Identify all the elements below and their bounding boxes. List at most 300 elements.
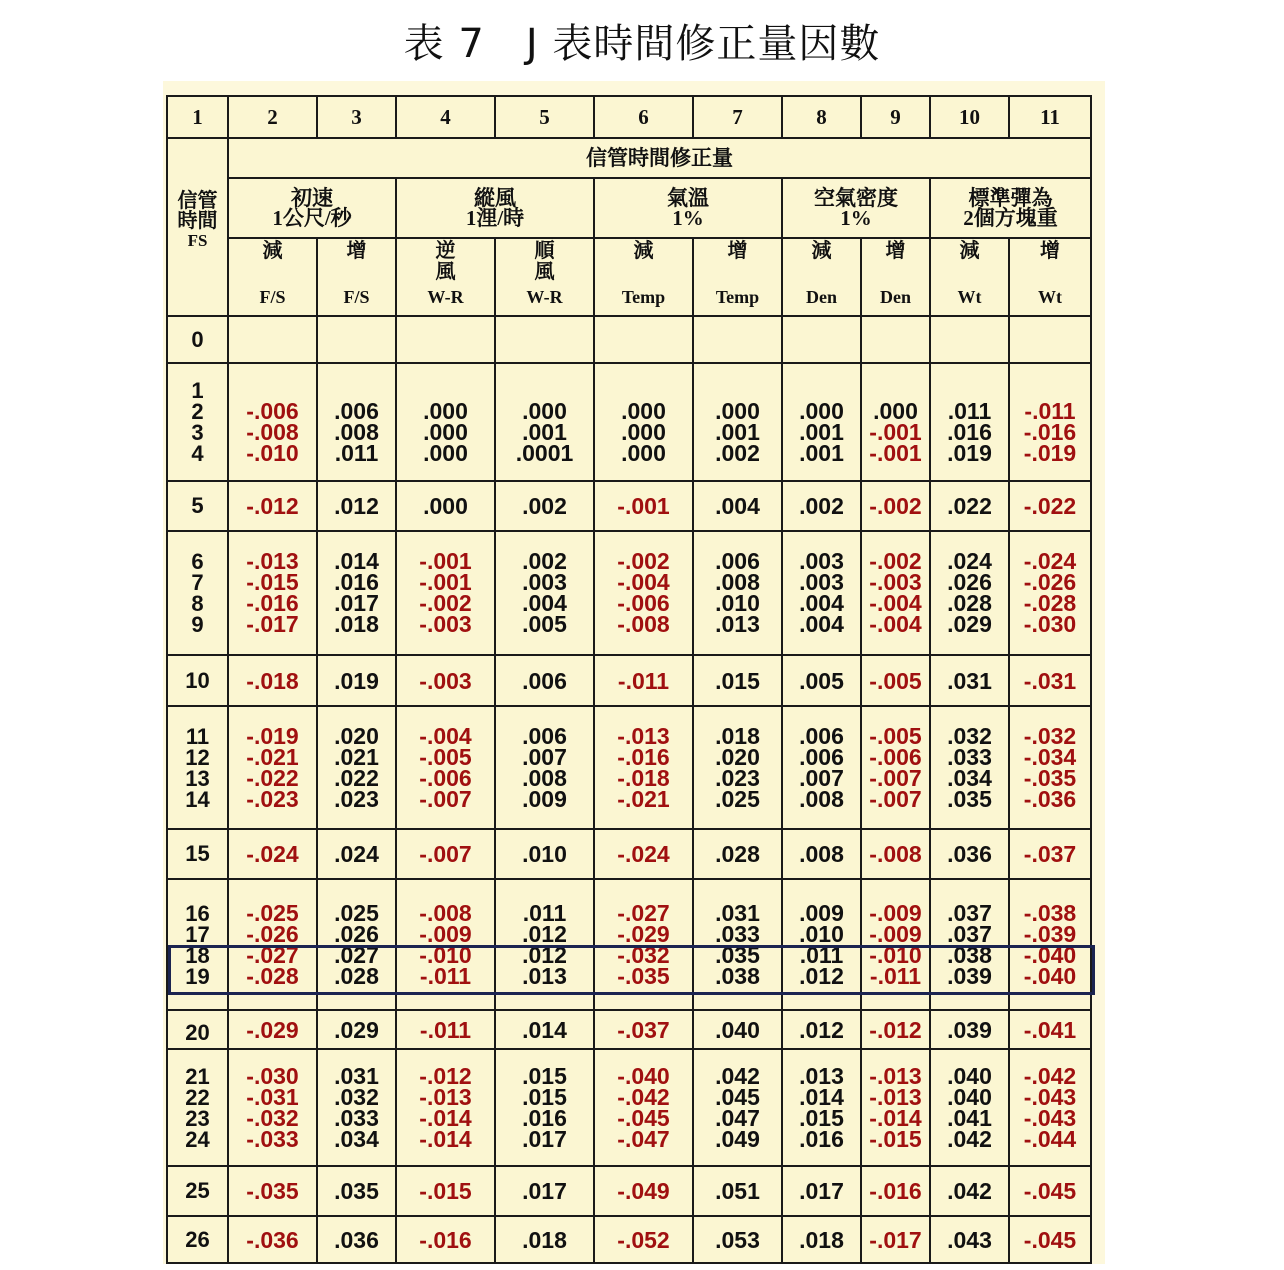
value: -.002 bbox=[617, 548, 670, 574]
value-stack bbox=[318, 899, 395, 989]
fuze-time-value: 18 bbox=[185, 942, 210, 968]
value: -.008 bbox=[869, 841, 922, 867]
value: -.015 bbox=[869, 1125, 922, 1152]
group-unit: 1公尺/秒 bbox=[272, 206, 352, 230]
value: -.026 bbox=[1023, 569, 1077, 595]
value-stack bbox=[694, 548, 781, 637]
fuze-time-cell bbox=[167, 1166, 228, 1216]
value: .005 bbox=[522, 611, 567, 637]
value-stack bbox=[595, 669, 692, 693]
value-cell bbox=[930, 531, 1009, 655]
value-stack bbox=[783, 1228, 860, 1252]
value: -.010 bbox=[419, 941, 472, 968]
value-stack bbox=[931, 548, 1008, 637]
value: .027 bbox=[334, 941, 379, 968]
value-cell bbox=[317, 1010, 396, 1049]
value: .000 bbox=[423, 419, 468, 445]
value-cell bbox=[861, 531, 930, 655]
table-row bbox=[167, 531, 1091, 655]
value-cell bbox=[228, 829, 317, 879]
group-label: 氣溫 bbox=[667, 186, 709, 210]
value-cell bbox=[861, 655, 930, 706]
value: .008 bbox=[522, 764, 567, 791]
value: -.001 bbox=[617, 493, 670, 519]
subcolumn-header bbox=[317, 238, 396, 316]
value-cell bbox=[396, 1216, 495, 1263]
value-stack bbox=[694, 1228, 781, 1252]
value: -.040 bbox=[1023, 941, 1077, 968]
value: .024 bbox=[947, 548, 992, 574]
value-stack bbox=[318, 1228, 395, 1252]
value-cell bbox=[693, 1010, 782, 1049]
value: -.003 bbox=[869, 569, 922, 595]
value-cell bbox=[861, 1010, 930, 1049]
document-title: 表 7 J 表時間修正量因數 bbox=[403, 21, 881, 67]
value: -.011 bbox=[419, 962, 472, 989]
value: -.029 bbox=[246, 1016, 299, 1043]
value-stack bbox=[931, 669, 1008, 693]
value: -.013 bbox=[419, 1083, 472, 1110]
value-stack bbox=[783, 842, 860, 866]
subcolumn-header bbox=[396, 238, 495, 316]
value-stack bbox=[229, 669, 316, 693]
subcolumn-code: Den bbox=[806, 287, 837, 307]
value: -.045 bbox=[1023, 1178, 1077, 1204]
fuze-time-cell bbox=[167, 531, 228, 655]
header-row-title bbox=[167, 138, 1091, 178]
value: .000 bbox=[522, 398, 567, 424]
value: -.004 bbox=[869, 611, 922, 637]
value: .042 bbox=[947, 1178, 992, 1204]
value-cell bbox=[317, 481, 396, 531]
value: .017 bbox=[334, 590, 379, 616]
value: -.025 bbox=[246, 899, 299, 926]
fuze-time-cell bbox=[167, 706, 228, 829]
value: .013 bbox=[715, 611, 760, 637]
value: -.035 bbox=[617, 962, 670, 989]
value-stack bbox=[931, 899, 1008, 989]
value-cell bbox=[693, 829, 782, 879]
value-stack bbox=[229, 1179, 316, 1203]
value: .016 bbox=[334, 569, 379, 595]
subcolumn-code: F/S bbox=[343, 287, 370, 307]
value-stack bbox=[862, 669, 929, 693]
value: -.008 bbox=[419, 899, 472, 926]
value-cell bbox=[782, 1166, 861, 1216]
value: -.007 bbox=[419, 785, 472, 812]
subcolumn-header bbox=[495, 238, 594, 316]
value: .049 bbox=[715, 1125, 760, 1152]
value-cell bbox=[693, 1166, 782, 1216]
correction-title: 信管時間修正量 bbox=[228, 138, 1091, 178]
value: .006 bbox=[799, 743, 844, 770]
value: .007 bbox=[522, 743, 567, 770]
fuze-time-value: 9 bbox=[191, 612, 204, 637]
table-row bbox=[167, 655, 1091, 706]
value-stack bbox=[595, 1018, 692, 1042]
table-row bbox=[167, 1216, 1091, 1263]
subcolumn-char: 風 bbox=[435, 261, 456, 283]
value: .037 bbox=[947, 920, 992, 947]
value: .047 bbox=[715, 1104, 760, 1131]
value-cell bbox=[396, 829, 495, 879]
value-cell bbox=[1009, 706, 1091, 829]
value-cell bbox=[1009, 829, 1091, 879]
value-cell bbox=[495, 1166, 594, 1216]
value: -.018 bbox=[617, 764, 670, 791]
value: -.022 bbox=[246, 764, 299, 791]
value: -.017 bbox=[246, 611, 299, 637]
value-stack bbox=[229, 842, 316, 866]
value: .033 bbox=[715, 920, 760, 947]
value-cell bbox=[396, 1166, 495, 1216]
value: -.016 bbox=[246, 590, 299, 616]
value: .026 bbox=[947, 569, 992, 595]
value-stack bbox=[1010, 548, 1090, 637]
value: .006 bbox=[522, 667, 567, 694]
table-row bbox=[167, 879, 1091, 1010]
value-stack bbox=[595, 1179, 692, 1203]
value: .039 bbox=[947, 962, 992, 989]
value-cell bbox=[861, 1166, 930, 1216]
value: .028 bbox=[334, 962, 379, 989]
value: .015 bbox=[522, 1083, 567, 1110]
value: .000 bbox=[621, 419, 666, 445]
value-cell bbox=[693, 531, 782, 655]
value: .000 bbox=[423, 493, 468, 519]
group-header bbox=[930, 178, 1091, 238]
value-cell bbox=[930, 879, 1009, 1010]
value-cell bbox=[782, 706, 861, 829]
value: .018 bbox=[715, 722, 760, 749]
subcolumn-code: Den bbox=[880, 287, 911, 307]
value: -.028 bbox=[1023, 590, 1077, 616]
value-stack bbox=[496, 842, 593, 866]
value: .022 bbox=[334, 764, 379, 791]
value-stack bbox=[397, 842, 494, 866]
value-cell bbox=[861, 879, 930, 1010]
subcolumn-char: 減 bbox=[811, 240, 832, 262]
value-stack bbox=[496, 494, 593, 518]
value: .006 bbox=[799, 722, 844, 749]
value: -.016 bbox=[617, 743, 670, 770]
value-stack bbox=[862, 899, 929, 989]
value: .021 bbox=[334, 743, 379, 770]
value-stack bbox=[694, 722, 781, 812]
value-stack bbox=[595, 380, 692, 464]
value: .013 bbox=[522, 962, 567, 989]
value: -.002 bbox=[869, 493, 922, 519]
subcolumn-char: 增 bbox=[885, 240, 906, 262]
value: -.009 bbox=[869, 920, 922, 947]
value-cell bbox=[782, 879, 861, 1010]
value-cell bbox=[930, 1216, 1009, 1263]
value: .034 bbox=[947, 764, 992, 791]
value-cell bbox=[693, 655, 782, 706]
value: .023 bbox=[715, 764, 760, 791]
value: -.021 bbox=[617, 785, 670, 812]
subcolumn-code: Wt bbox=[1038, 287, 1062, 307]
value: -.005 bbox=[869, 722, 922, 749]
value-stack bbox=[318, 669, 395, 693]
value-cell bbox=[228, 1166, 317, 1216]
header-row-groups bbox=[167, 178, 1091, 238]
value-stack bbox=[397, 1228, 494, 1252]
value-cell bbox=[228, 655, 317, 706]
value: -.049 bbox=[617, 1178, 670, 1204]
value: .016 bbox=[799, 1125, 844, 1152]
fuze-time-cell bbox=[167, 481, 228, 531]
column-number: 9 bbox=[861, 96, 930, 138]
value-stack bbox=[229, 899, 316, 989]
value-cell bbox=[930, 829, 1009, 879]
group-header bbox=[396, 178, 594, 238]
value-stack bbox=[783, 494, 860, 518]
value: -.007 bbox=[419, 841, 472, 867]
fuze-time-cell bbox=[167, 655, 228, 706]
subcolumn-code: Wt bbox=[957, 287, 982, 307]
value-stack bbox=[595, 842, 692, 866]
value-stack bbox=[783, 548, 860, 637]
value-cell bbox=[228, 1216, 317, 1263]
table-row bbox=[167, 829, 1091, 879]
value-cell bbox=[594, 1166, 693, 1216]
value-stack bbox=[783, 722, 860, 812]
value-cell bbox=[782, 1010, 861, 1049]
value-stack bbox=[496, 380, 593, 464]
value: .042 bbox=[947, 1125, 992, 1152]
value-stack bbox=[862, 1018, 929, 1042]
value: .001 bbox=[799, 419, 844, 445]
value-cell bbox=[495, 363, 594, 481]
value: .014 bbox=[334, 548, 379, 574]
value: -.008 bbox=[246, 419, 299, 445]
value-cell bbox=[495, 1010, 594, 1049]
value-stack bbox=[397, 548, 494, 637]
value: .038 bbox=[715, 962, 760, 989]
fuze-time-cell bbox=[167, 1010, 228, 1049]
value-stack bbox=[229, 1062, 316, 1152]
value: -.001 bbox=[419, 548, 472, 574]
value-stack bbox=[1010, 722, 1090, 812]
value: .002 bbox=[522, 493, 567, 519]
value: .042 bbox=[715, 1062, 760, 1089]
value-cell bbox=[317, 655, 396, 706]
value: .015 bbox=[799, 1104, 844, 1131]
value: .006 bbox=[522, 722, 567, 749]
value: -.013 bbox=[246, 548, 299, 574]
value-stack bbox=[496, 1062, 593, 1152]
value-stack bbox=[862, 494, 929, 518]
value-stack bbox=[1010, 1062, 1090, 1152]
value: -.032 bbox=[1023, 722, 1077, 749]
value: -.012 bbox=[246, 493, 299, 519]
group-header bbox=[782, 178, 930, 238]
value: .025 bbox=[715, 785, 760, 812]
value-stack bbox=[1010, 669, 1090, 693]
value: -.005 bbox=[869, 667, 922, 694]
subcolumn-char: 減 bbox=[262, 240, 283, 262]
value-stack bbox=[931, 722, 1008, 812]
value-cell bbox=[317, 1216, 396, 1263]
value: -.028 bbox=[246, 962, 299, 989]
subcolumn-char: 風 bbox=[534, 261, 555, 283]
value-cell bbox=[594, 1049, 693, 1166]
subcolumn-header bbox=[930, 238, 1009, 316]
value-stack bbox=[229, 548, 316, 637]
value: -.035 bbox=[246, 1178, 299, 1204]
value: -.032 bbox=[246, 1104, 299, 1131]
value: .031 bbox=[334, 1062, 379, 1089]
value-cell bbox=[594, 706, 693, 829]
value-stack bbox=[931, 1062, 1008, 1152]
value-cell bbox=[930, 1010, 1009, 1049]
value: .015 bbox=[715, 667, 760, 694]
value-cell bbox=[317, 829, 396, 879]
column-number: 6 bbox=[594, 96, 693, 138]
value: -.021 bbox=[246, 743, 299, 770]
subcolumn-char: 增 bbox=[1040, 240, 1060, 262]
fuze-time-value: 15 bbox=[185, 841, 210, 866]
value-stack bbox=[783, 380, 860, 464]
value-cell bbox=[1009, 316, 1091, 363]
value: -.052 bbox=[617, 1226, 670, 1253]
column-number: 3 bbox=[317, 96, 396, 138]
value: .003 bbox=[799, 548, 844, 574]
value: .037 bbox=[947, 899, 992, 926]
value-stack bbox=[397, 669, 494, 693]
value-stack bbox=[229, 722, 316, 812]
value: .001 bbox=[522, 419, 567, 445]
value-cell bbox=[495, 531, 594, 655]
value-cell bbox=[495, 1216, 594, 1263]
fuze-time-value: 3 bbox=[191, 420, 204, 445]
value: .0001 bbox=[515, 440, 574, 466]
value: .043 bbox=[947, 1226, 992, 1253]
table-row bbox=[167, 706, 1091, 829]
value-stack bbox=[1010, 494, 1090, 518]
fuze-time-cell bbox=[167, 829, 228, 879]
value: .012 bbox=[522, 941, 567, 968]
value-stack bbox=[595, 1228, 692, 1252]
fuze-time-value: 17 bbox=[185, 921, 210, 947]
value-stack bbox=[496, 899, 593, 989]
value: .009 bbox=[522, 785, 567, 812]
value-cell bbox=[594, 1216, 693, 1263]
value-cell bbox=[594, 481, 693, 531]
value-cell bbox=[782, 829, 861, 879]
value-cell bbox=[861, 829, 930, 879]
value: .006 bbox=[334, 398, 379, 424]
value: -.042 bbox=[1023, 1062, 1077, 1089]
value: -.034 bbox=[1023, 743, 1077, 770]
value-stack bbox=[694, 1179, 781, 1203]
value-cell bbox=[1009, 1216, 1091, 1263]
value: .018 bbox=[334, 611, 379, 637]
group-label: 初速 bbox=[291, 186, 333, 210]
fuze-time-value: 12 bbox=[185, 744, 210, 770]
value: .003 bbox=[522, 569, 567, 595]
value: .031 bbox=[715, 899, 760, 926]
value-cell bbox=[495, 1049, 594, 1166]
value-stack bbox=[694, 669, 781, 693]
value-cell bbox=[594, 316, 693, 363]
value-stack bbox=[397, 722, 494, 812]
value: .022 bbox=[947, 493, 992, 519]
value: .016 bbox=[522, 1104, 567, 1131]
value-cell bbox=[396, 879, 495, 1010]
value-cell bbox=[693, 363, 782, 481]
value-cell bbox=[396, 316, 495, 363]
fuze-time-value: 14 bbox=[185, 786, 210, 812]
fuze-time-cell bbox=[167, 363, 228, 481]
value: .033 bbox=[947, 743, 992, 770]
value: .029 bbox=[334, 1016, 379, 1043]
value-stack bbox=[318, 494, 395, 518]
subcolumn-header bbox=[693, 238, 782, 316]
value-cell bbox=[396, 1049, 495, 1166]
value-cell bbox=[861, 706, 930, 829]
value: -.045 bbox=[617, 1104, 670, 1131]
fuze-time-cell bbox=[167, 316, 228, 363]
group-label: 空氣密度 bbox=[814, 186, 898, 210]
value: -.038 bbox=[1023, 899, 1077, 926]
fuze-time-value: 10 bbox=[185, 667, 210, 693]
value-stack bbox=[931, 842, 1008, 866]
value-cell bbox=[495, 879, 594, 1010]
value: -.015 bbox=[246, 569, 299, 595]
value: -.019 bbox=[246, 722, 299, 749]
value: -.037 bbox=[1023, 841, 1077, 867]
value: -.006 bbox=[869, 743, 922, 770]
value-stack bbox=[694, 1018, 781, 1042]
value: .029 bbox=[947, 611, 992, 637]
value: .002 bbox=[799, 493, 844, 519]
correction-factor-table bbox=[166, 95, 1092, 1264]
value-cell bbox=[594, 655, 693, 706]
value: .001 bbox=[715, 419, 760, 445]
value: .011 bbox=[334, 440, 379, 466]
fuze-time-value: 5 bbox=[191, 493, 204, 518]
value: -.013 bbox=[869, 1083, 922, 1110]
value-stack bbox=[397, 494, 494, 518]
value-cell bbox=[396, 481, 495, 531]
value-stack bbox=[1010, 1179, 1090, 1203]
value-cell bbox=[396, 363, 495, 481]
value: .000 bbox=[423, 398, 468, 424]
value-stack bbox=[496, 1018, 593, 1042]
value-cell bbox=[930, 363, 1009, 481]
value-stack bbox=[862, 380, 929, 464]
value: .008 bbox=[799, 785, 844, 812]
value: .045 bbox=[715, 1083, 760, 1110]
value: -.040 bbox=[617, 1062, 670, 1089]
value: .005 bbox=[799, 667, 844, 694]
value-cell bbox=[861, 316, 930, 363]
subcolumn-header bbox=[228, 238, 317, 316]
value-cell bbox=[930, 1166, 1009, 1216]
value: -.027 bbox=[617, 899, 670, 926]
value-stack bbox=[1010, 380, 1090, 464]
value: .012 bbox=[799, 1016, 844, 1043]
value-cell bbox=[693, 706, 782, 829]
value-cell bbox=[495, 706, 594, 829]
fuze-time-value: 22 bbox=[185, 1084, 210, 1110]
value: -.036 bbox=[1023, 785, 1077, 812]
value: .000 bbox=[799, 398, 844, 424]
value: .025 bbox=[334, 899, 379, 926]
subcolumn-header bbox=[782, 238, 861, 316]
